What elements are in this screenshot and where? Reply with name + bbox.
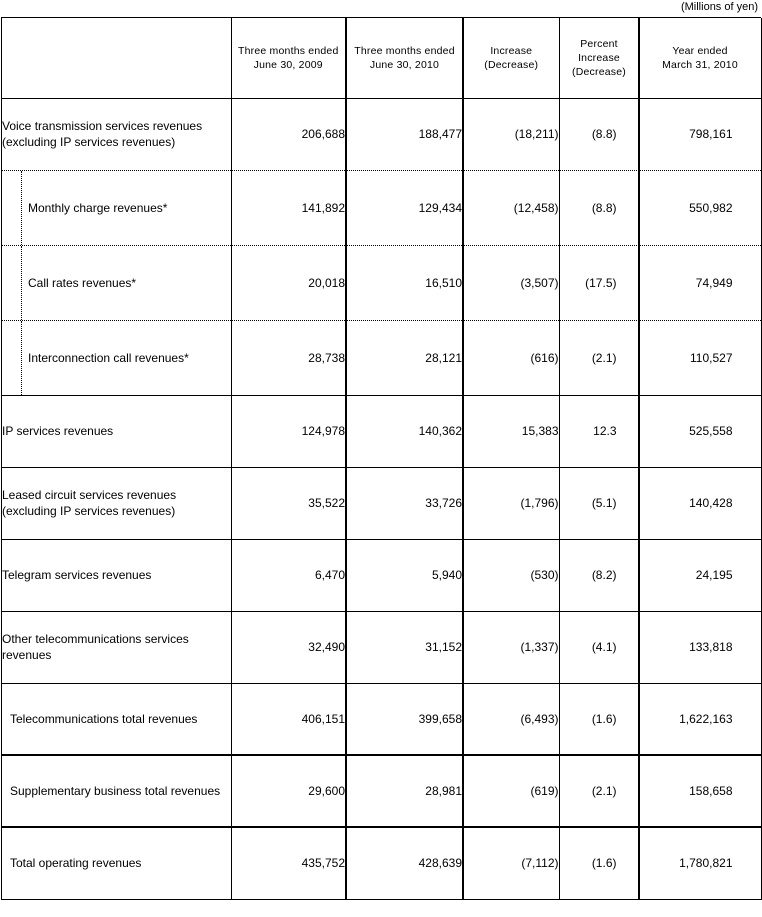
cell-y2010: 188,477 [346,98,463,170]
cell-increase: 15,383 [463,395,559,467]
table-row-grand-total [2,827,761,899]
cell-y2010: 16,510 [346,245,463,320]
cell-y2009: 406,151 [231,683,346,755]
row-label-telegram: Telegram services revenues [2,539,231,611]
header-line: June 30, 2010 [369,58,440,71]
cell-increase: (1,337) [463,611,559,683]
cell-percent: (5.1) [559,467,639,539]
header-line: Year ended [672,44,728,57]
header-cell-y2010 [346,18,463,98]
cell-year: 525,558 [639,395,761,467]
cell-y2009: 35,522 [231,467,346,539]
cell-increase: (3,507) [463,245,559,320]
cell-y2010: 5,940 [346,539,463,611]
cell-increase: (1,796) [463,467,559,539]
cell-increase: (7,112) [463,827,559,899]
cell-increase: (530) [463,539,559,611]
units-note: (Millions of yen) [680,1,758,13]
table-row [2,395,761,467]
cell-year: 798,161 [639,98,761,170]
indent-guide [21,171,22,245]
cell-increase: (18,211) [463,98,559,170]
indent-guide [21,321,22,395]
cell-y2010: 28,121 [346,320,463,395]
cell-y2009: 29,600 [231,755,346,827]
revenue-breakdown-table [2,18,762,900]
cell-y2009: 20,018 [231,245,346,320]
header-line: June 30, 2009 [253,58,323,71]
table-row-total [2,683,761,755]
header-cell-y2009 [231,18,346,98]
header-line: Three months ended [354,44,455,57]
table-row [2,170,761,245]
cell-y2009: 435,752 [231,827,346,899]
table-body [2,98,761,899]
row-label-supplementary-total: Supplementary business total revenues [2,755,231,827]
table-row [2,611,761,683]
cell-year: 550,982 [639,170,761,245]
table-row [2,245,761,320]
cell-percent: (4.1) [559,611,639,683]
table-row-total [2,755,761,827]
row-label-voice-transmission: Voice transmission services revenues (excluding IP services revenues) [2,98,231,170]
cell-percent: (1.6) [559,827,639,899]
table-header [2,18,761,98]
header-cell-increase [463,18,559,98]
cell-y2010: 33,726 [346,467,463,539]
cell-year: 74,949 [639,245,761,320]
cell-y2010: 28,981 [346,755,463,827]
header-line: Three months ended [238,44,339,57]
table-row [2,467,761,539]
cell-increase: (12,458) [463,170,559,245]
table-row [2,539,761,611]
cell-increase: (6,493) [463,683,559,755]
cell-y2010: 31,152 [346,611,463,683]
header-line: (Decrease) [484,58,539,71]
cell-percent: (2.1) [559,320,639,395]
cell-year: 140,428 [639,467,761,539]
row-label-call-rates: Call rates revenues* [2,245,231,320]
cell-y2010: 399,658 [346,683,463,755]
cell-percent: 12.3 [559,395,639,467]
cell-percent: (1.6) [559,683,639,755]
cell-year: 24,195 [639,539,761,611]
cell-y2009: 32,490 [231,611,346,683]
row-label-other-telecom: Other telecommunications services revenues [2,611,231,683]
header-row [2,18,761,98]
table-row [2,320,761,395]
cell-y2010: 129,434 [346,170,463,245]
cell-y2010: 428,639 [346,827,463,899]
cell-percent: (8.8) [559,98,639,170]
cell-year: 158,658 [639,755,761,827]
cell-y2009: 141,892 [231,170,346,245]
header-line: Percent [580,37,618,50]
cell-percent: (17.5) [559,245,639,320]
row-label-monthly-charge: Monthly charge revenues* [2,170,231,245]
cell-percent: (8.8) [559,170,639,245]
header-line: Increase [578,51,620,64]
revenue-breakdown-table-container [1,17,761,900]
cell-y2009: 28,738 [231,320,346,395]
cell-y2009: 206,688 [231,98,346,170]
indent-guide [21,246,22,320]
header-cell-year [639,18,761,98]
header-line: March 31, 2010 [662,58,738,71]
cell-y2009: 124,978 [231,395,346,467]
cell-y2009: 6,470 [231,539,346,611]
cell-year: 1,622,163 [639,683,761,755]
header-cell-label [2,18,231,98]
header-line: Increase [490,44,533,57]
row-label-ip-services: IP services revenues [2,395,231,467]
cell-y2010: 140,362 [346,395,463,467]
row-label-telecom-total: Telecommunications total revenues [2,683,231,755]
cell-year: 1,780,821 [639,827,761,899]
cell-year: 110,527 [639,320,761,395]
row-label-total-operating: Total operating revenues [2,827,231,899]
cell-percent: (2.1) [559,755,639,827]
table-row [2,98,761,170]
cell-percent: (8.2) [559,539,639,611]
cell-increase: (616) [463,320,559,395]
cell-increase: (619) [463,755,559,827]
row-label-interconnection: Interconnection call revenues* [2,320,231,395]
header-line: (Decrease) [572,65,626,78]
header-cell-percent [559,18,639,98]
row-label-leased-circuit: Leased circuit services revenues (excluding IP services revenues) [2,467,231,539]
cell-year: 133,818 [639,611,761,683]
